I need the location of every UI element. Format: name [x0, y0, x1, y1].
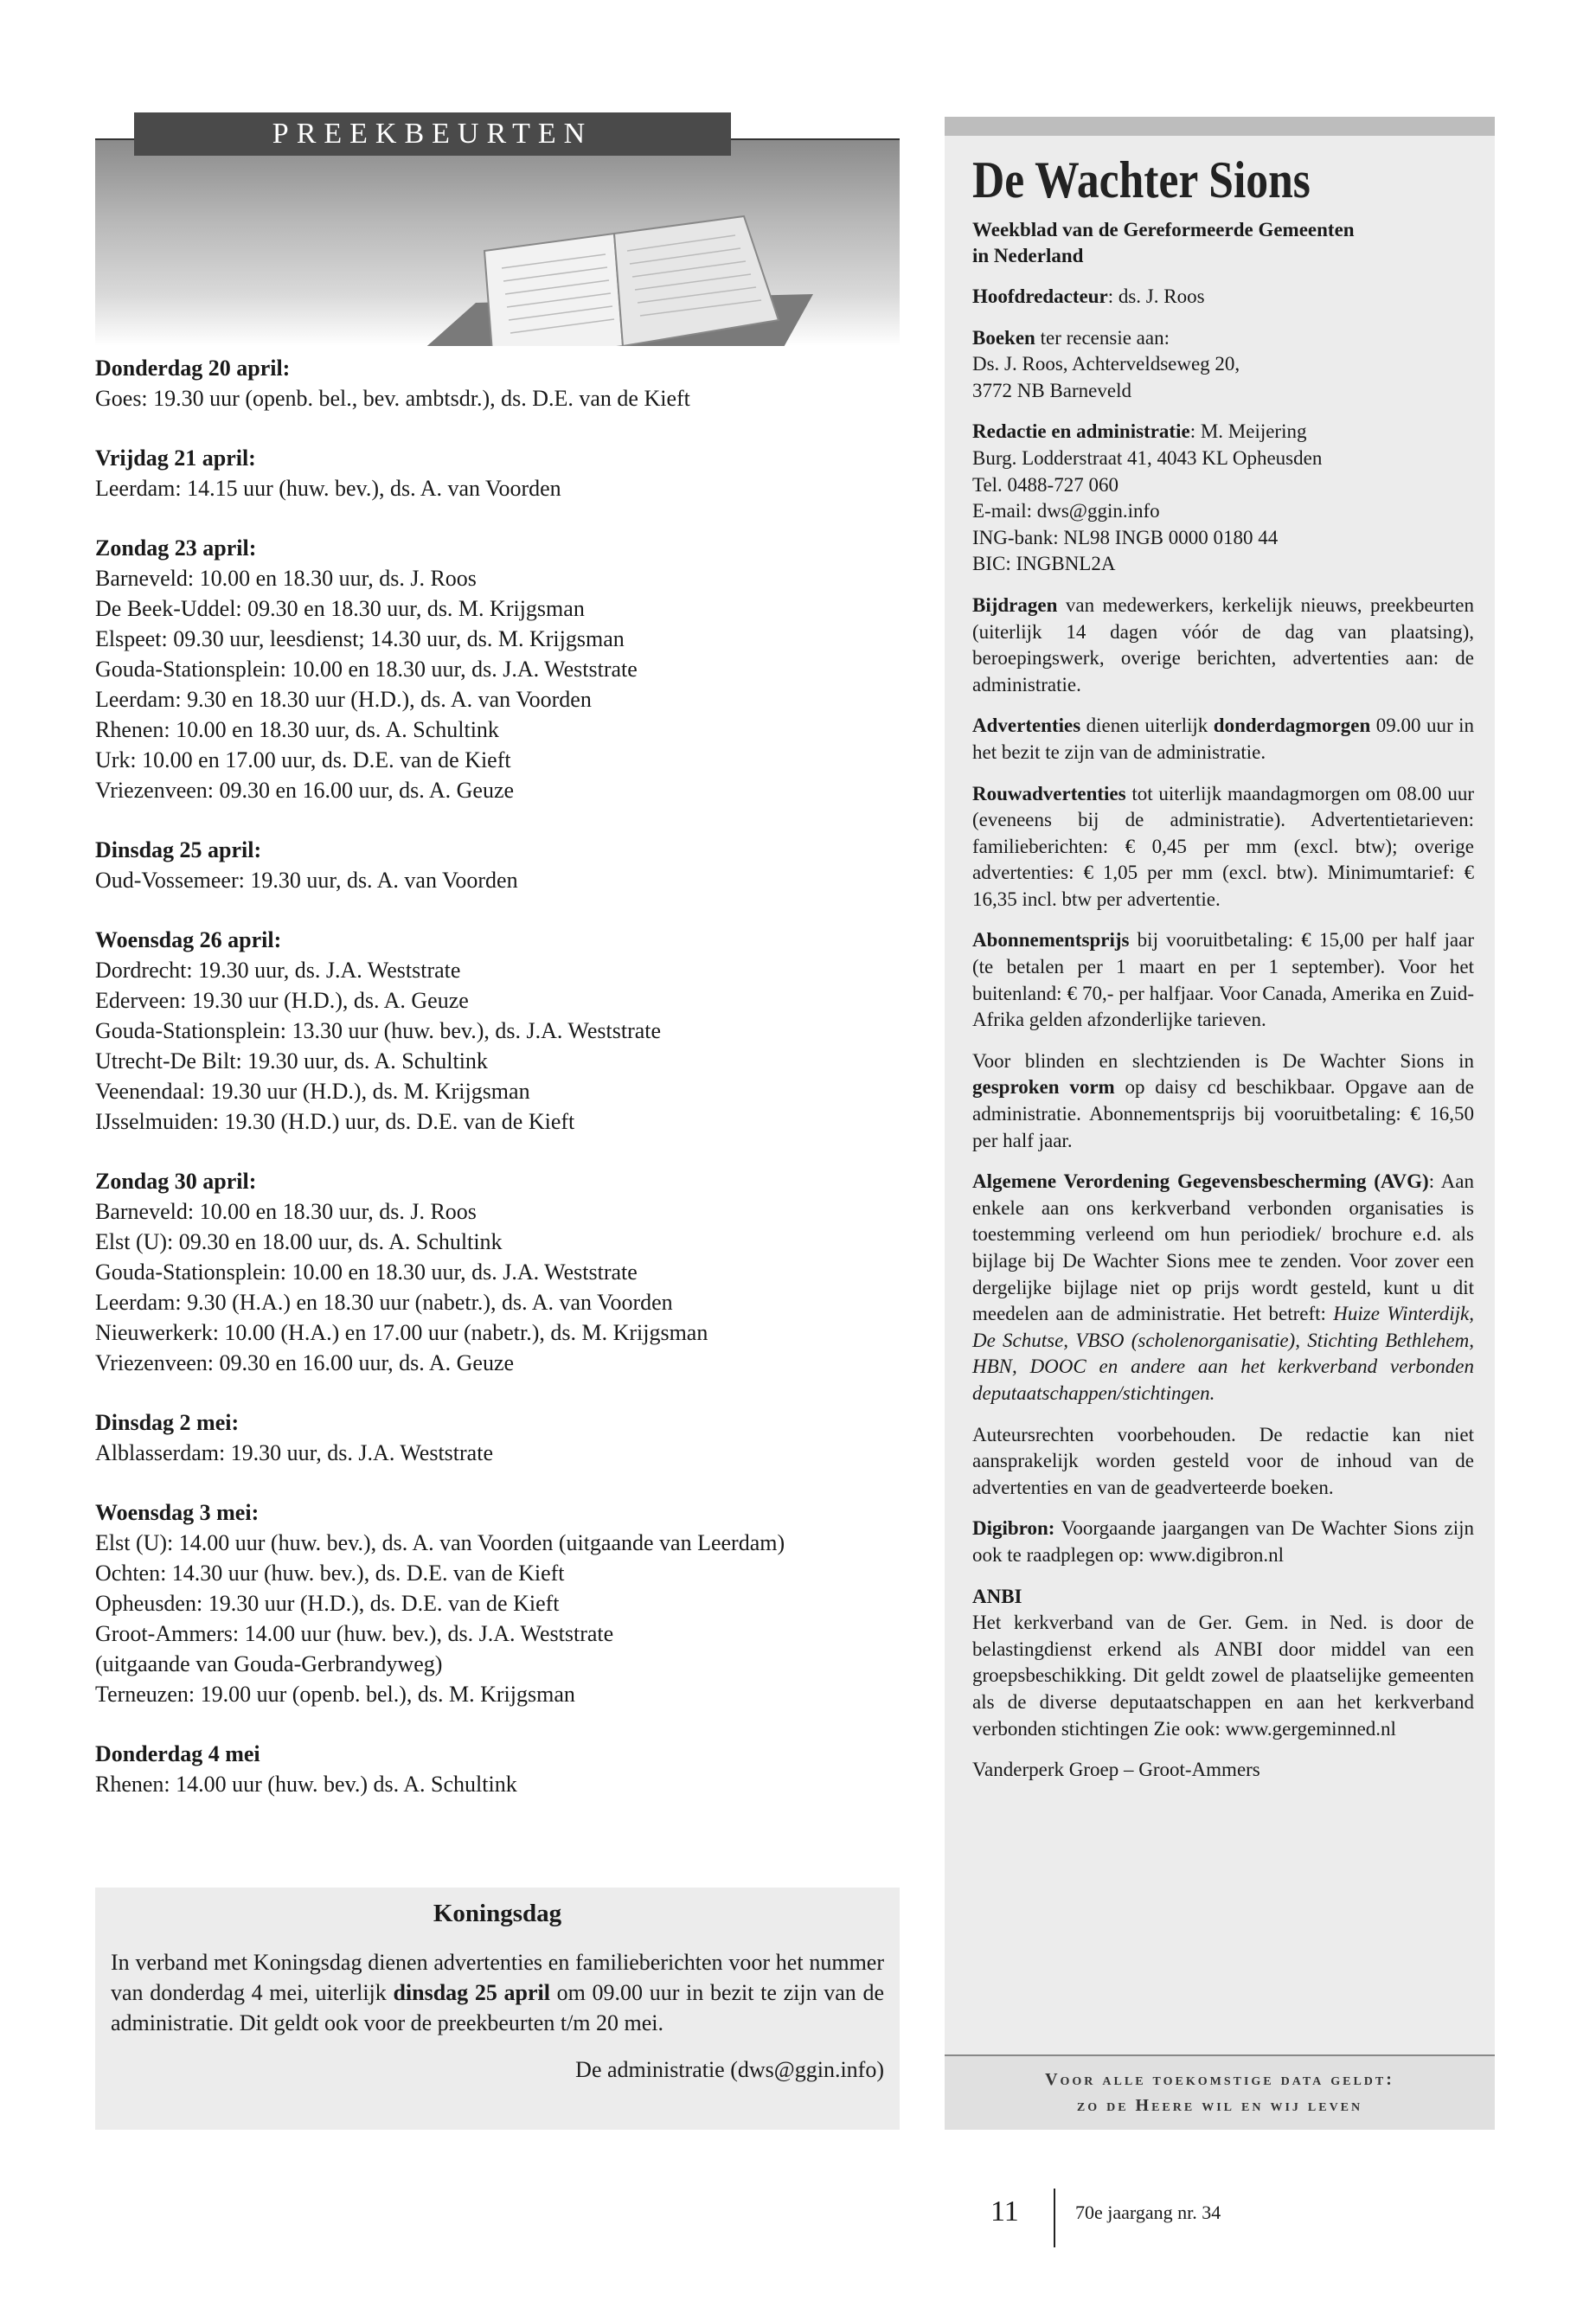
footer-note: [945, 2054, 1495, 2130]
service-line: Rhenen: 14.00 uur (huw. bev.) ds. A. Schultink: [95, 1772, 517, 1797]
magazine-title: De Wachter Sions: [972, 151, 1311, 208]
service-line: Leerdam: 9.30 en 18.30 uur (H.D.), ds. A. van Voorden: [95, 687, 592, 712]
header-photo: [95, 138, 900, 346]
service-line: Ochten: 14.30 uur (huw. bev.), ds. D.E. van de Kieft: [95, 1561, 565, 1586]
service-line: Gouda-Stationsplein: 13.30 uur (huw. bev.), ds. J.A. Weststrate: [95, 1018, 662, 1043]
contributions-info: Bijdragen van medewerkers, kerkelijk nieuws, preekbeurten (uiterlijk 14 dagen vóór de dag van plaatsing), beroepingswerk, overige berichten, advertenties aan: de administratie.: [972, 593, 1474, 695]
notice-signature: De administratie (dws@ggin.info): [575, 2057, 884, 2082]
schedule-day: [95, 443, 900, 503]
digibron-info: Digibron: Voorgaande jaargangen van De Wachter Sions zijn ook te raadplegen op: www.digibron.nl: [972, 1517, 1474, 1566]
service-line: Dordrecht: 19.30 uur, ds. J.A. Weststrate: [95, 958, 461, 983]
day-title: Zondag 23 april:: [95, 535, 257, 561]
koningsdag-notice: [95, 1888, 900, 2130]
notice-title: Koningsdag: [433, 1900, 562, 1927]
preekbeurten-column: [95, 112, 900, 1799]
service-line: Ederveen: 19.30 uur (H.D.), ds. A. Geuze: [95, 988, 469, 1013]
service-line: Nieuwerkerk: 10.00 (H.A.) en 17.00 uur (nabetr.), ds. M. Krijgsman: [95, 1320, 708, 1345]
service-line: Oud-Vossemeer: 19.30 uur, ds. A. van Voorden: [95, 868, 518, 893]
service-line: Barneveld: 10.00 en 18.30 uur, ds. J. Roos: [95, 1199, 477, 1224]
volume-info: 70e jaargang nr. 34: [1075, 2202, 1221, 2223]
service-line: Leerdam: 14.15 uur (huw. bev.), ds. A. van Voorden: [95, 476, 561, 501]
printer-info: Vanderperk Groep – Groot-Ammers: [972, 1759, 1260, 1781]
notice-text: In verband met Koningsdag dienen advertenties en familieberichten voor het nummer van donderdag 4 mei, uiterlijk dinsdag 25 april om 09.00 uur in bezit te zijn van de administratie. Dit geldt ook voor de preekbeurten t/m 20 mei.: [111, 1950, 884, 2035]
day-title: Donderdag 4 mei: [95, 1741, 260, 1766]
schedule-day: [95, 1497, 900, 1709]
colophon-panel: [945, 117, 1495, 2083]
schedule-day: [95, 925, 900, 1137]
service-line: De Beek-Uddel: 09.30 en 18.30 uur, ds. M. Krijgsman: [95, 596, 585, 621]
schedule-day: [95, 835, 900, 895]
colophon-topbar: [945, 117, 1495, 136]
schedule-day: [95, 1739, 900, 1799]
service-line: Elspeet: 09.30 uur, leesdienst; 14.30 uur, ds. M. Krijgsman: [95, 626, 625, 651]
service-line: Barneveld: 10.00 en 18.30 uur, ds. J. Roos: [95, 566, 477, 591]
service-line: Opheusden: 19.30 uur (H.D.), ds. D.E. van de Kieft: [95, 1591, 560, 1616]
section-title: PREEKBEURTEN: [134, 112, 731, 156]
service-line: IJsselmuiden: 19.30 (H.D.) uur, ds. D.E. van de Kieft: [95, 1109, 575, 1134]
advertisements-info: Advertenties dienen uiterlijk donderdagmorgen 09.00 uur in het bezit te zijn van de administratie.: [972, 715, 1474, 763]
administration-info: Redactie en administratie: M. Meijering Burg. Lodderstraat 41, 4043 KL Opheusden Tel. 0488-727 060 E-mail: dws@ggin.info ING-bank: NL98 INGB 0000 0180 44 BIC: INGBNL2A: [972, 420, 1323, 575]
schedule-day: [95, 533, 900, 805]
editor-info: Hoofdredacteur: ds. J. Roos: [972, 285, 1205, 307]
blind-readers-info: Voor blinden en slechtzienden is De Wachter Sions in gesproken vorm op daisy cd beschikbaar. Opgave aan de administratie. Abonnementsprijs bij vooruitbetaling: € 16,50 per half jaar.: [972, 1049, 1474, 1151]
footer-note-line1: Voor alle toekomstige data geldt:: [1045, 2070, 1394, 2089]
page-number: 11: [990, 2195, 1019, 2227]
service-line: Elst (U): 09.30 en 18.00 uur, ds. A. Schultink: [95, 1229, 503, 1254]
day-title: Dinsdag 25 april:: [95, 837, 262, 862]
service-line: Alblasserdam: 19.30 uur, ds. J.A. Weststrate: [95, 1440, 493, 1465]
service-line: Terneuzen: 19.00 uur (openb. bel.), ds. M. Krijgsman: [95, 1682, 575, 1707]
anbi-info: ANBI Het kerkverband van de Ger. Gem. in Ned. is door de belastingdienst erkend als ANBI door middel van een groepsbeschikking. Dit geldt zowel de plaatselijke gemeenten als de diverse deputaatschappen en aan het kerkverband verbonden stichtingen Zie ook: www.gergeminned.nl: [972, 1585, 1474, 1740]
schedule-day: [95, 1166, 900, 1378]
service-line: Utrecht-De Bilt: 19.30 uur, ds. A. Schultink: [95, 1048, 488, 1074]
day-title: Woensdag 26 april:: [95, 927, 282, 952]
service-line: Elst (U): 14.00 uur (huw. bev.), ds. A. van Voorden (uitgaande van Leerdam): [95, 1530, 785, 1555]
service-line: Veenendaal: 19.30 uur (H.D.), ds. M. Krijgsman: [95, 1079, 530, 1104]
books-info: Boeken ter recensie aan: Ds. J. Roos, Achterveldseweg 20, 3772 NB Barneveld: [972, 326, 1240, 401]
section-header: [95, 112, 900, 346]
service-line: Urk: 10.00 en 17.00 uur, ds. D.E. van de Kieft: [95, 747, 511, 772]
service-line: Leerdam: 9.30 (H.A.) en 18.30 uur (nabetr.), ds. A. van Voorden: [95, 1290, 673, 1315]
service-line: Vriezenveen: 09.30 en 16.00 uur, ds. A. Geuze: [95, 1350, 515, 1375]
mourning-ads-info: Rouwadvertenties tot uiterlijk maandagmorgen om 08.00 uur (eveneens bij de administratie). Advertentietarieven: familieberichten: € 0,45 per mm (excl. btw); overige advertenties: € 1,05 per mm (excl. btw). Minimumtarief: € 16,35 incl. btw per advertentie.: [972, 782, 1474, 910]
day-title: Vrijdag 21 april:: [95, 445, 256, 471]
schedule-day: [95, 1407, 900, 1468]
open-book-icon: [363, 199, 813, 346]
day-title: Dinsdag 2 mei:: [95, 1410, 240, 1435]
subscription-info: Abonnementsprijs bij vooruitbetaling: € 15,00 per half jaar (te betalen per 1 maart en per 1 september). Voor het buitenland: € 70,- per halfjaar. Voor Canada, Amerika en Zuid-Afrika gelden afzonderlijke tarieven.: [972, 929, 1474, 1031]
day-title: Donderdag 20 april:: [95, 356, 291, 381]
page-number-divider: [1054, 2189, 1055, 2247]
magazine-subtitle: Weekblad van de Gereformeerde Gemeenten in Nederland: [972, 219, 1355, 266]
footer-note-line2: zo de Heere wil en wij leven: [1076, 2096, 1363, 2115]
schedule-day: [95, 353, 900, 413]
service-line: Groot-Ammers: 14.00 uur (huw. bev.), ds. J.A. Weststrate: [95, 1621, 614, 1646]
service-schedule: [95, 353, 900, 1799]
service-line: Gouda-Stationsplein: 10.00 en 18.30 uur, ds. J.A. Weststrate: [95, 1259, 638, 1285]
service-line: Rhenen: 10.00 en 18.30 uur, ds. A. Schultink: [95, 717, 499, 742]
privacy-info: Algemene Verordening Gegevensbescherming (AVG): Aan enkele aan ons kerkverband verbonden organisaties is toestemming verleend om hun periodiek/ brochure e.d. als bijlage bij De Wachter Sions mee te zenden. Voor zover een dergelijke bijlage niet op prijs wordt gesteld, kunt u dit meedelen aan de administratie. Het betreft: Huize Winterdijk, De Schutse, VBSO (scholenorganisatie), Stichting Bethlehem, HBN, DOOC en andere aan het kerkverband verbonden deputaatschappen/stichtingen.: [972, 1170, 1475, 1404]
day-title: Woensdag 3 mei:: [95, 1500, 260, 1525]
service-line: Gouda-Stationsplein: 10.00 en 18.30 uur, ds. J.A. Weststrate: [95, 657, 638, 682]
service-line: (uitgaande van Gouda-Gerbrandyweg): [95, 1651, 443, 1676]
copyright-info: Auteursrechten voorbehouden. De redactie kan niet aansprakelijk worden gesteld voor de inhoud van de advertenties en van de geadverteerde boeken.: [972, 1423, 1474, 1498]
service-line: Goes: 19.30 uur (openb. bel., bev. ambtsdr.), ds. D.E. van de Kieft: [95, 386, 690, 411]
day-title: Zondag 30 april:: [95, 1169, 257, 1194]
service-line: Vriezenveen: 09.30 en 16.00 uur, ds. A. Geuze: [95, 778, 515, 803]
